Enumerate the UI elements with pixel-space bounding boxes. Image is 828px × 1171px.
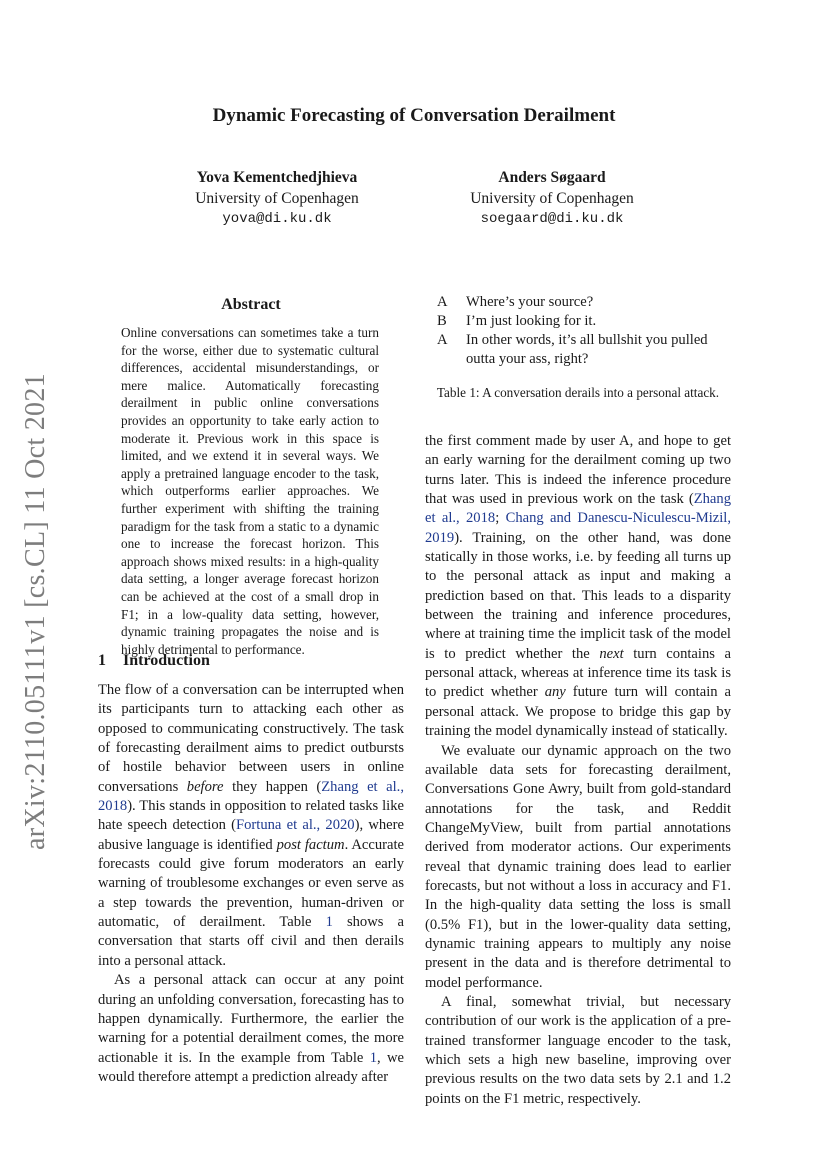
author-affiliation: University of Copenhagen — [195, 190, 359, 207]
citation-link[interactable]: Zhang et al., 2018 — [98, 778, 404, 815]
arxiv-identifier: arXiv:2110.05111v1 [cs.CL] 11 Oct 2021 — [20, 373, 51, 850]
section-heading — [98, 652, 404, 670]
section-number: 1 — [98, 652, 106, 669]
author-email: soegaard@di.ku.dk — [480, 211, 624, 227]
speaker-label: A — [437, 294, 448, 310]
table-row — [437, 293, 731, 312]
citation-link[interactable]: Fortuna et al., 2020 — [236, 817, 355, 834]
intro-paragraph-4: A final, somewhat trivial, but necessary contribution of our work is the application of a pre-trained transformer language encoder to the task, which sets a high new baseline, improving over previous results on the two data sets by 2.1 and 1.2 points on the F1 metric, respectively. — [425, 993, 731, 1107]
intro-paragraph-1: The flow of a conversation can be interrupted when its participants turn to attacking each other as opposed to communicating constructively. The task of forecasting derailment aims to predict outbursts of hostile behavior between users in online conversations before they happen (Zhang et al., 2018). This stands in opposition to related tasks like hate speech detection (Fortuna et al., 2020), where abusive language is identified post factum. Accurate forecasts could give forum moderators an early warning of troublesome exchanges or even serve as a step towards the prevention, human-driven or automatic, of derailment. Table 1 shows a conversation that starts off civil and then derails into a personal attack. — [98, 682, 404, 969]
citation-link[interactable]: Zhang et al., 2018 — [425, 491, 731, 527]
table-row — [437, 331, 731, 369]
author-email: yova@di.ku.dk — [222, 211, 332, 227]
left-column-body — [98, 681, 404, 1087]
intro-paragraph-2: As a personal attack can occur at any point during an unfolding conversation, forecasting has to happen dynamically. Furthermore, the earlier the warning for a potential derailment comes, the more actionable it is. In the example from Table 1, we would therefore attempt a prediction already after — [98, 972, 404, 1085]
table-caption: Table 1: A conversation derails into a personal attack. — [436, 385, 720, 400]
intro-paragraph-2-continued: the first comment made by user A, and hope to get an early warning for the derailment coming up two turns later. This is indeed the inference procedure that was used in previous work on the task (Zhang et al., 2018; Chang and Danescu-Niculescu-Mizil, 2019). Training, on the other hand, was done statically in those works, i.e. by feeding all turns up to the personal attack as input and making a prediction based on that. This leads to a disparity between the training and inference procedures, where at training time the implicit task of the model is to predict whether the next turn contains a personal attack, whereas at inference time its task is to predict whether any future turn will contain a personal attack. We propose to bridge this gap by training the model dynamically instead of statically. — [425, 433, 731, 740]
utterance-text: In other words, it’s all bullshit you pulled outta your ass, right? — [466, 332, 708, 367]
speaker-label: A — [437, 332, 448, 348]
author-block-1 — [162, 167, 392, 230]
intro-paragraph-3: We evaluate our dynamic approach on the two available data sets for forecasting derailment, Conversations Gone Awry, built from gold-standard annotations for the task, and Reddit ChangeMyView, built from partial annotations derived from moderator actions. Our experiments reveal that dynamic training does lead to earlier forecasts, but not without a loss in accuracy and F1. In the high-quality data setting the loss is small (0.5% F1), but in the lower-quality data setting, dynamic training appears to multiply any noise present in the data and is therefore detrimental to model performance. — [425, 742, 731, 991]
table-reference-link[interactable]: 1 — [369, 1049, 377, 1066]
table-row — [437, 312, 731, 331]
author-affiliation: University of Copenhagen — [470, 190, 634, 207]
citation-link[interactable]: Chang and Danescu-Niculescu-Mizil, 2019 — [425, 510, 731, 546]
table-reference-link[interactable]: 1 — [325, 914, 333, 931]
right-column-body — [425, 432, 731, 1109]
speaker-label: B — [437, 313, 447, 329]
conversation-table — [437, 293, 731, 369]
author-name: Anders Søgaard — [498, 169, 606, 186]
abstract-heading: Abstract — [221, 296, 281, 313]
utterance-text: I’m just looking for it. — [466, 313, 597, 329]
author-block-2 — [437, 167, 667, 230]
section-title: Introduction — [123, 652, 210, 669]
author-name: Yova Kementchedjhieva — [196, 169, 358, 186]
paper-title: Dynamic Forecasting of Conversation Derailment — [212, 105, 616, 126]
utterance-text: Where’s your source? — [466, 294, 594, 310]
abstract-text: Online conversations can sometimes take a turn for the worse, either due to systematic cultural differences, accidental misunderstandings, or mere malice. Automatically forecasting derailment in public online conversations provides an opportunity to take early action to moderate it. Previous work in this space is limited, and we extend it in several ways. We apply a pretrained language encoder to the task, which outperforms earlier approaches. We further experiment with shifting the training paradigm for the task from a static to a dynamic one to increase the forecast horizon. This approach shows mixed results: in a high-quality data setting, a longer average forecast horizon can be achieved at the cost of a small drop in F1; in a low-quality data setting, however, dynamic training propagates the noise and is highly detrimental to performance. — [121, 325, 379, 657]
